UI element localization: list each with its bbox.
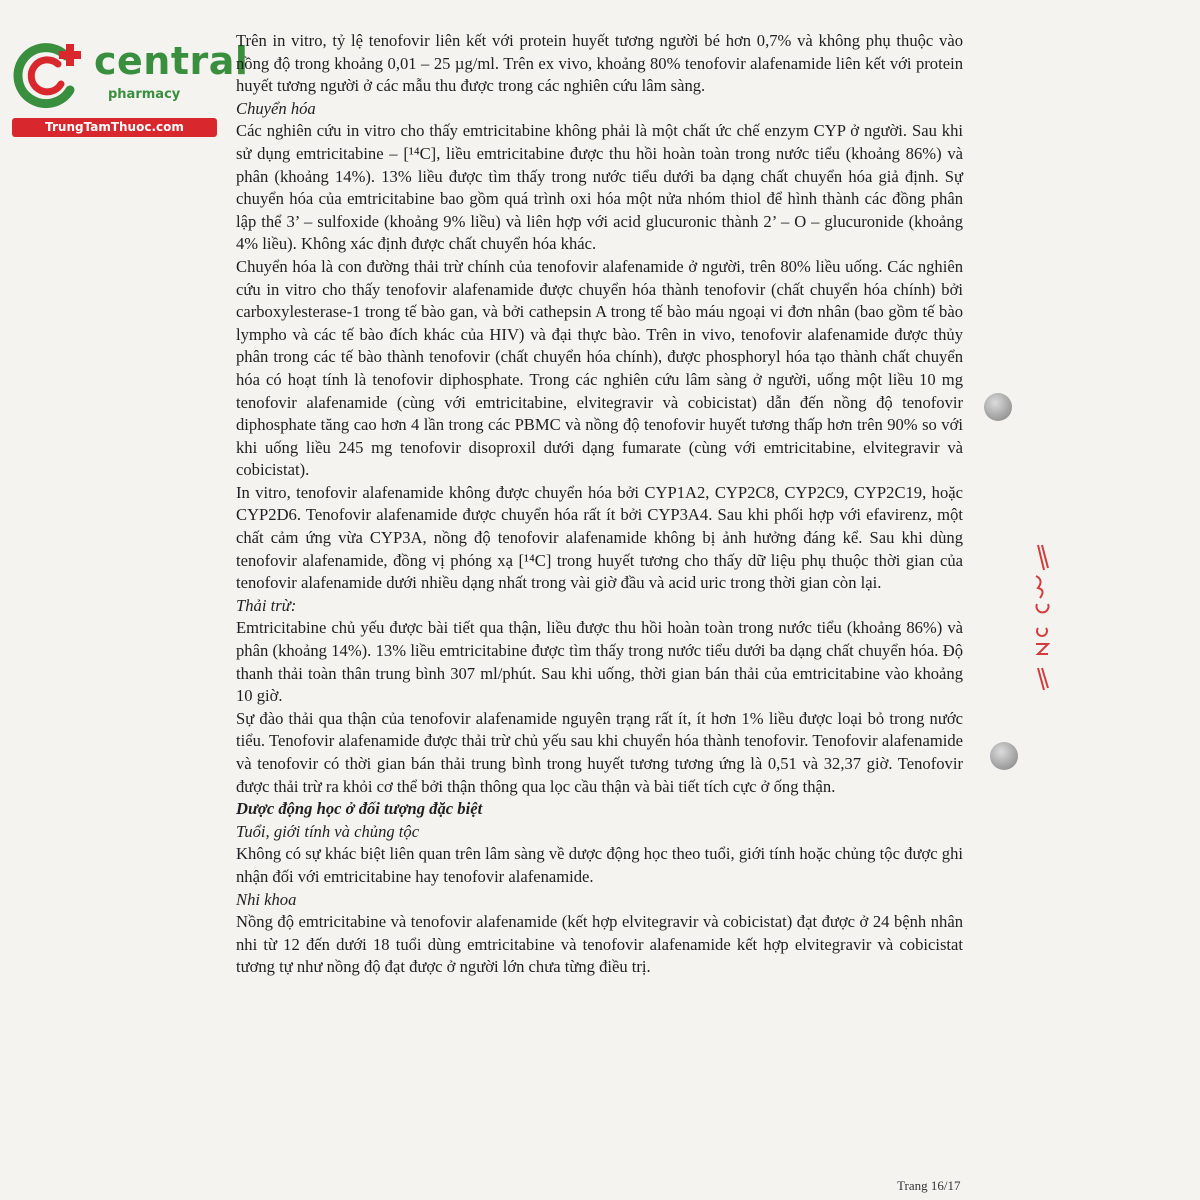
paragraph-protein-binding: Trên in vitro, tỷ lệ tenofovir liên kết với protein huyết tương người bé hơn 0,7% và không phụ thuộc vào nồng độ trong khoảng 0,01 – 25 µg/ml. Trên ex vivo, khoảng 80% tenofovir alafenamide liên kết với protein huyết tương người ở các mẫu thu được trong các nghiên cứu lâm sàng.: [236, 31, 963, 96]
heading-age-gender-race: Tuổi, giới tính và chủng tộc: [236, 821, 420, 841]
punch-hole: [984, 393, 1012, 421]
logo-name: central: [94, 39, 249, 83]
pharmacy-c-cross-icon: [8, 34, 90, 116]
logo-website: TrungTamThuoc.com: [12, 118, 217, 137]
punch-hole: [990, 742, 1018, 770]
paragraph-age-gender-race: Không có sự khác biệt liên quan trên lâm sàng về dược động học theo tuổi, giới tính hoặc chủng tộc được ghi nhận đối với emtricitabine hay tenofovir alafenamide.: [236, 844, 963, 886]
paragraph-taf-metabolism: Chuyển hóa là con đường thải trừ chính của tenofovir alafenamide ở người, trên 80% liều uống. Các nghiên cứu in vitro cho thấy tenofovir alafenamide được chuyển hóa thành tenofovir (chất chuyển hóa chính) bởi carboxylesterase-1 trong tế bào gan, và bởi cathepsin A trong tế bào máu ngoại vi đơn nhân (bao gồm tế bào lympho và các tế bào đích khác của HIV) và đại thực bào. Trên in vivo, tenofovir alafenamide được thủy phân trong các tế bào thành tenofovir (chất chuyển hóa chính), được phosphoryl hóa tạo thành chất chuyển hóa có hoạt tính là tenofovir diphosphate. Trong các nghiên cứu lâm sàng ở người, uống một liều 10 mg tenofovir alafenamide (cùng với emtricitabine, elvitegravir và cobicistat) dẫn đến nồng độ tenofovir diphosphate tăng cao hơn 4 lần trong các PBMC và nồng độ tenofovir huyết tương thấp hơn trên 90% so với khi uống liều 245 mg tenofovir disoproxil dưới dạng fumarate (cùng với emtricitabine, elvitegravir và cobicistat).: [236, 256, 963, 480]
paragraph-pediatrics: Nồng độ emtricitabine và tenofovir alafenamide (kết hợp elvitegravir và cobicistat) đạt được ở 24 bệnh nhân nhi từ 12 đến dưới 18 tuổi dùng emtricitabine và tenofovir alafenamide kết hợp elvitegravir và cobicistat tương tự như nồng độ đạt được ở người lớn chưa từng điều trị.: [236, 912, 963, 977]
paragraph-emtricitabine-elimination: Emtricitabine chủ yếu được bài tiết qua thận, liều được thu hồi hoàn toàn trong nước tiểu (khoảng 86%) và phân (khoảng 14%). 13% liều emtricitabine được tìm thấy trong nước tiểu dưới ba dạng chất chuyển hóa. Độ thanh thải toàn thân trung bình 307 ml/phút. Sau khi uống, thời gian bán thải của emtricitabine vào khoảng 10 giờ.: [236, 618, 963, 706]
paragraph-taf-elimination: Sự đào thải qua thận của tenofovir alafenamide nguyên trạng rất ít, ít hơn 1% liều được loại bỏ trong nước tiểu. Tenofovir alafenamide được thải trừ chủ yếu sau khi chuyển hóa thành tenofovir. Tenofovir alafenamide và tenofovir có thời gian bán thải trung bình trong huyết tương tương ứng là 0,51 và 32,37 giờ. Tenofovir được thải trừ ra khỏi cơ thể bởi thận thông qua lọc cầu thận và bài tiết tích cực ở ống thận.: [236, 708, 963, 796]
heading-elimination: Thải trừ:: [236, 595, 297, 615]
red-stamp-mark: [1030, 540, 1054, 705]
document-body: [236, 30, 963, 979]
logo-subtitle: pharmacy: [108, 87, 181, 102]
page-number: Trang 16/17: [897, 1178, 961, 1193]
heading-pediatrics: Nhi khoa: [236, 889, 297, 909]
heading-metabolism: Chuyển hóa: [236, 98, 316, 118]
paragraph-emtricitabine-metabolism: Các nghiên cứu in vitro cho thấy emtricitabine không phải là một chất ức chế enzym CYP ở người. Sau khi sử dụng emtricitabine – [¹⁴C], liều emtricitabine được thu hồi hoàn toàn trong nước tiểu (khoảng 86%) và phân (khoảng 14%). 13% liều được tìm thấy trong nước tiểu dưới ba dạng chất chuyển hóa giả định. Sự chuyển hóa của emtricitabine bao gồm quá trình oxi hóa một nửa nhóm thiol để hình thành các đồng phân lập thể 3’ – sulfoxide (khoảng 9% liều) và liên hợp với acid glucuronic thành 2’ – O – glucuronide (khoảng 4% liều). Không xác định được chất chuyển hóa khác.: [236, 121, 963, 254]
heading-special-populations: Dược động học ở đối tượng đặc biệt: [236, 799, 483, 819]
paragraph-in-vitro-cyp: In vitro, tenofovir alafenamide không được chuyển hóa bởi CYP1A2, CYP2C8, CYP2C9, CYP2C19, hoặc CYP2D6. Tenofovir alafenamide được chuyển hóa rất ít bởi CYP3A4. Sau khi phối hợp với efavirenz, một chất cảm ứng vừa CYP3A, nồng độ tenofovir alafenamide không bị ảnh hưởng đáng kể. Sau khi dùng tenofovir alafenamide, đồng vị phóng xạ [¹⁴C] trong huyết tương cho thấy dữ liệu phụ thuộc thời gian của tenofovir alafenamide dưới nhiều dạng nhất trong vài giờ đầu và acid uric trong thời gian còn lại.: [236, 482, 963, 593]
central-pharmacy-logo: [8, 34, 249, 138]
